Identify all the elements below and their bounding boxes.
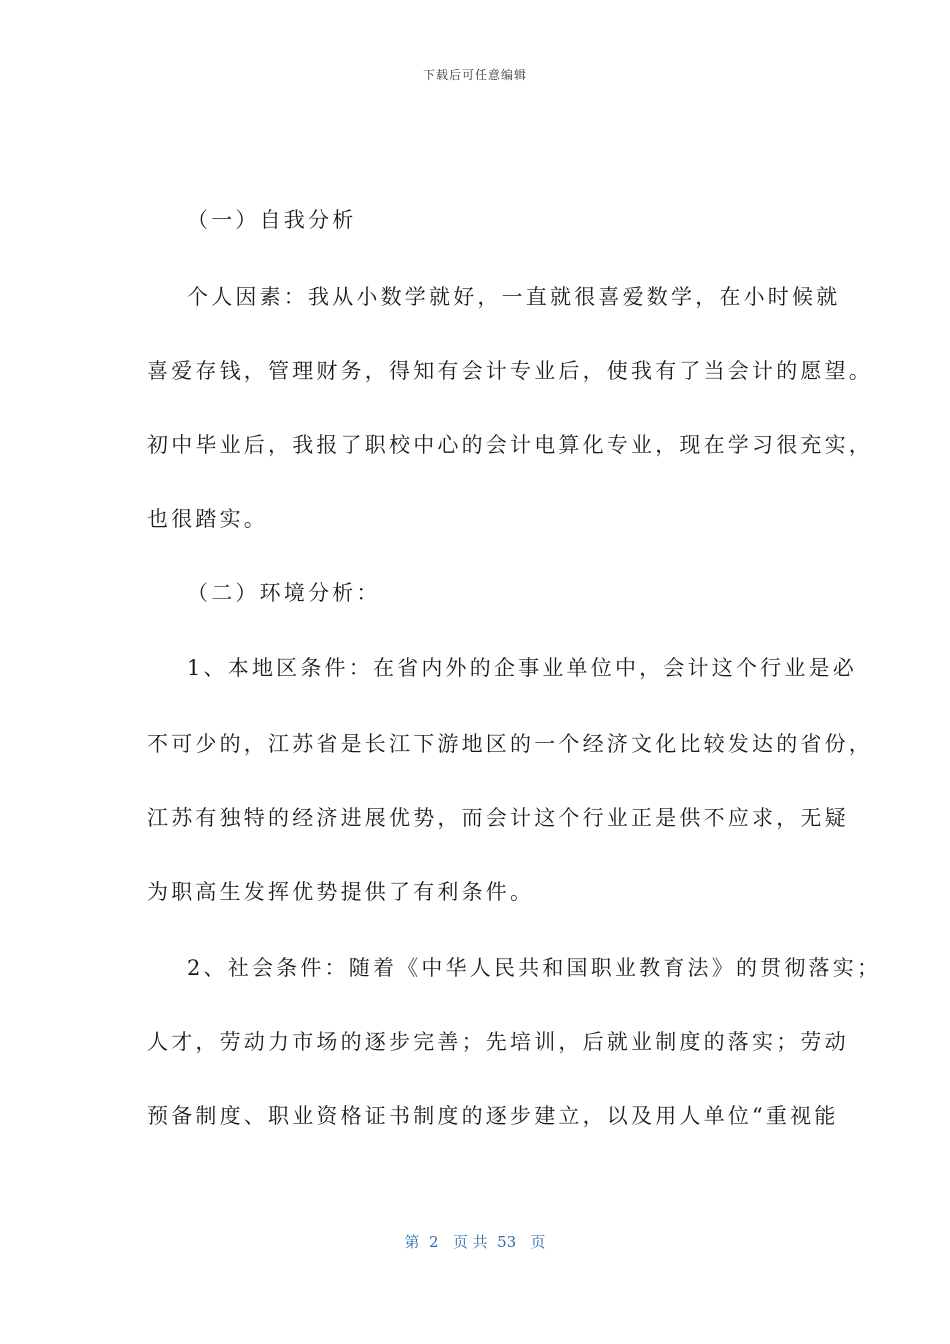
section-heading-self-analysis: （一）自我分析 — [187, 208, 357, 232]
paragraph-line: 人才，劳动力市场的逐步完善；先培训，后就业制度的落实；劳动 — [147, 1030, 849, 1054]
paragraph-line: 喜爱存钱，管理财务，得知有会计专业后，使我有了当会计的愿望。 — [147, 359, 873, 383]
paragraph-line: 2、社会条件：随着《中华人民共和国职业教育法》的贯彻落实； — [187, 956, 882, 980]
paragraph-line: 个人因素：我从小数学就好，一直就很喜爱数学，在小时候就 — [187, 285, 841, 309]
page-header: 下载后可任意编辑 — [422, 68, 527, 82]
paragraph-line: 也很踏实。 — [147, 507, 268, 531]
paragraph-line: 为职高生发挥优势提供了有利条件。 — [147, 880, 535, 904]
paragraph-line: 预备制度、职业资格证书制度的逐步建立，以及用人单位“重视能 — [147, 1104, 839, 1128]
paragraph-line: 不可少的，江苏省是长江下游地区的一个经济文化比较发达的省份， — [147, 732, 873, 756]
paragraph-line: 江苏有独特的经济进展优势，而会计这个行业正是供不应求，无疑 — [147, 806, 849, 830]
page-footer: 第 2 页 共 53 页 — [404, 1233, 546, 1251]
paragraph-line: 1、本地区条件：在省内外的企事业单位中，会计这个行业是必 — [187, 656, 857, 680]
section-heading-environment-analysis: （二）环境分析： — [187, 581, 381, 605]
paragraph-line: 初中毕业后，我报了职校中心的会计电算化专业，现在学习很充实， — [147, 433, 873, 457]
